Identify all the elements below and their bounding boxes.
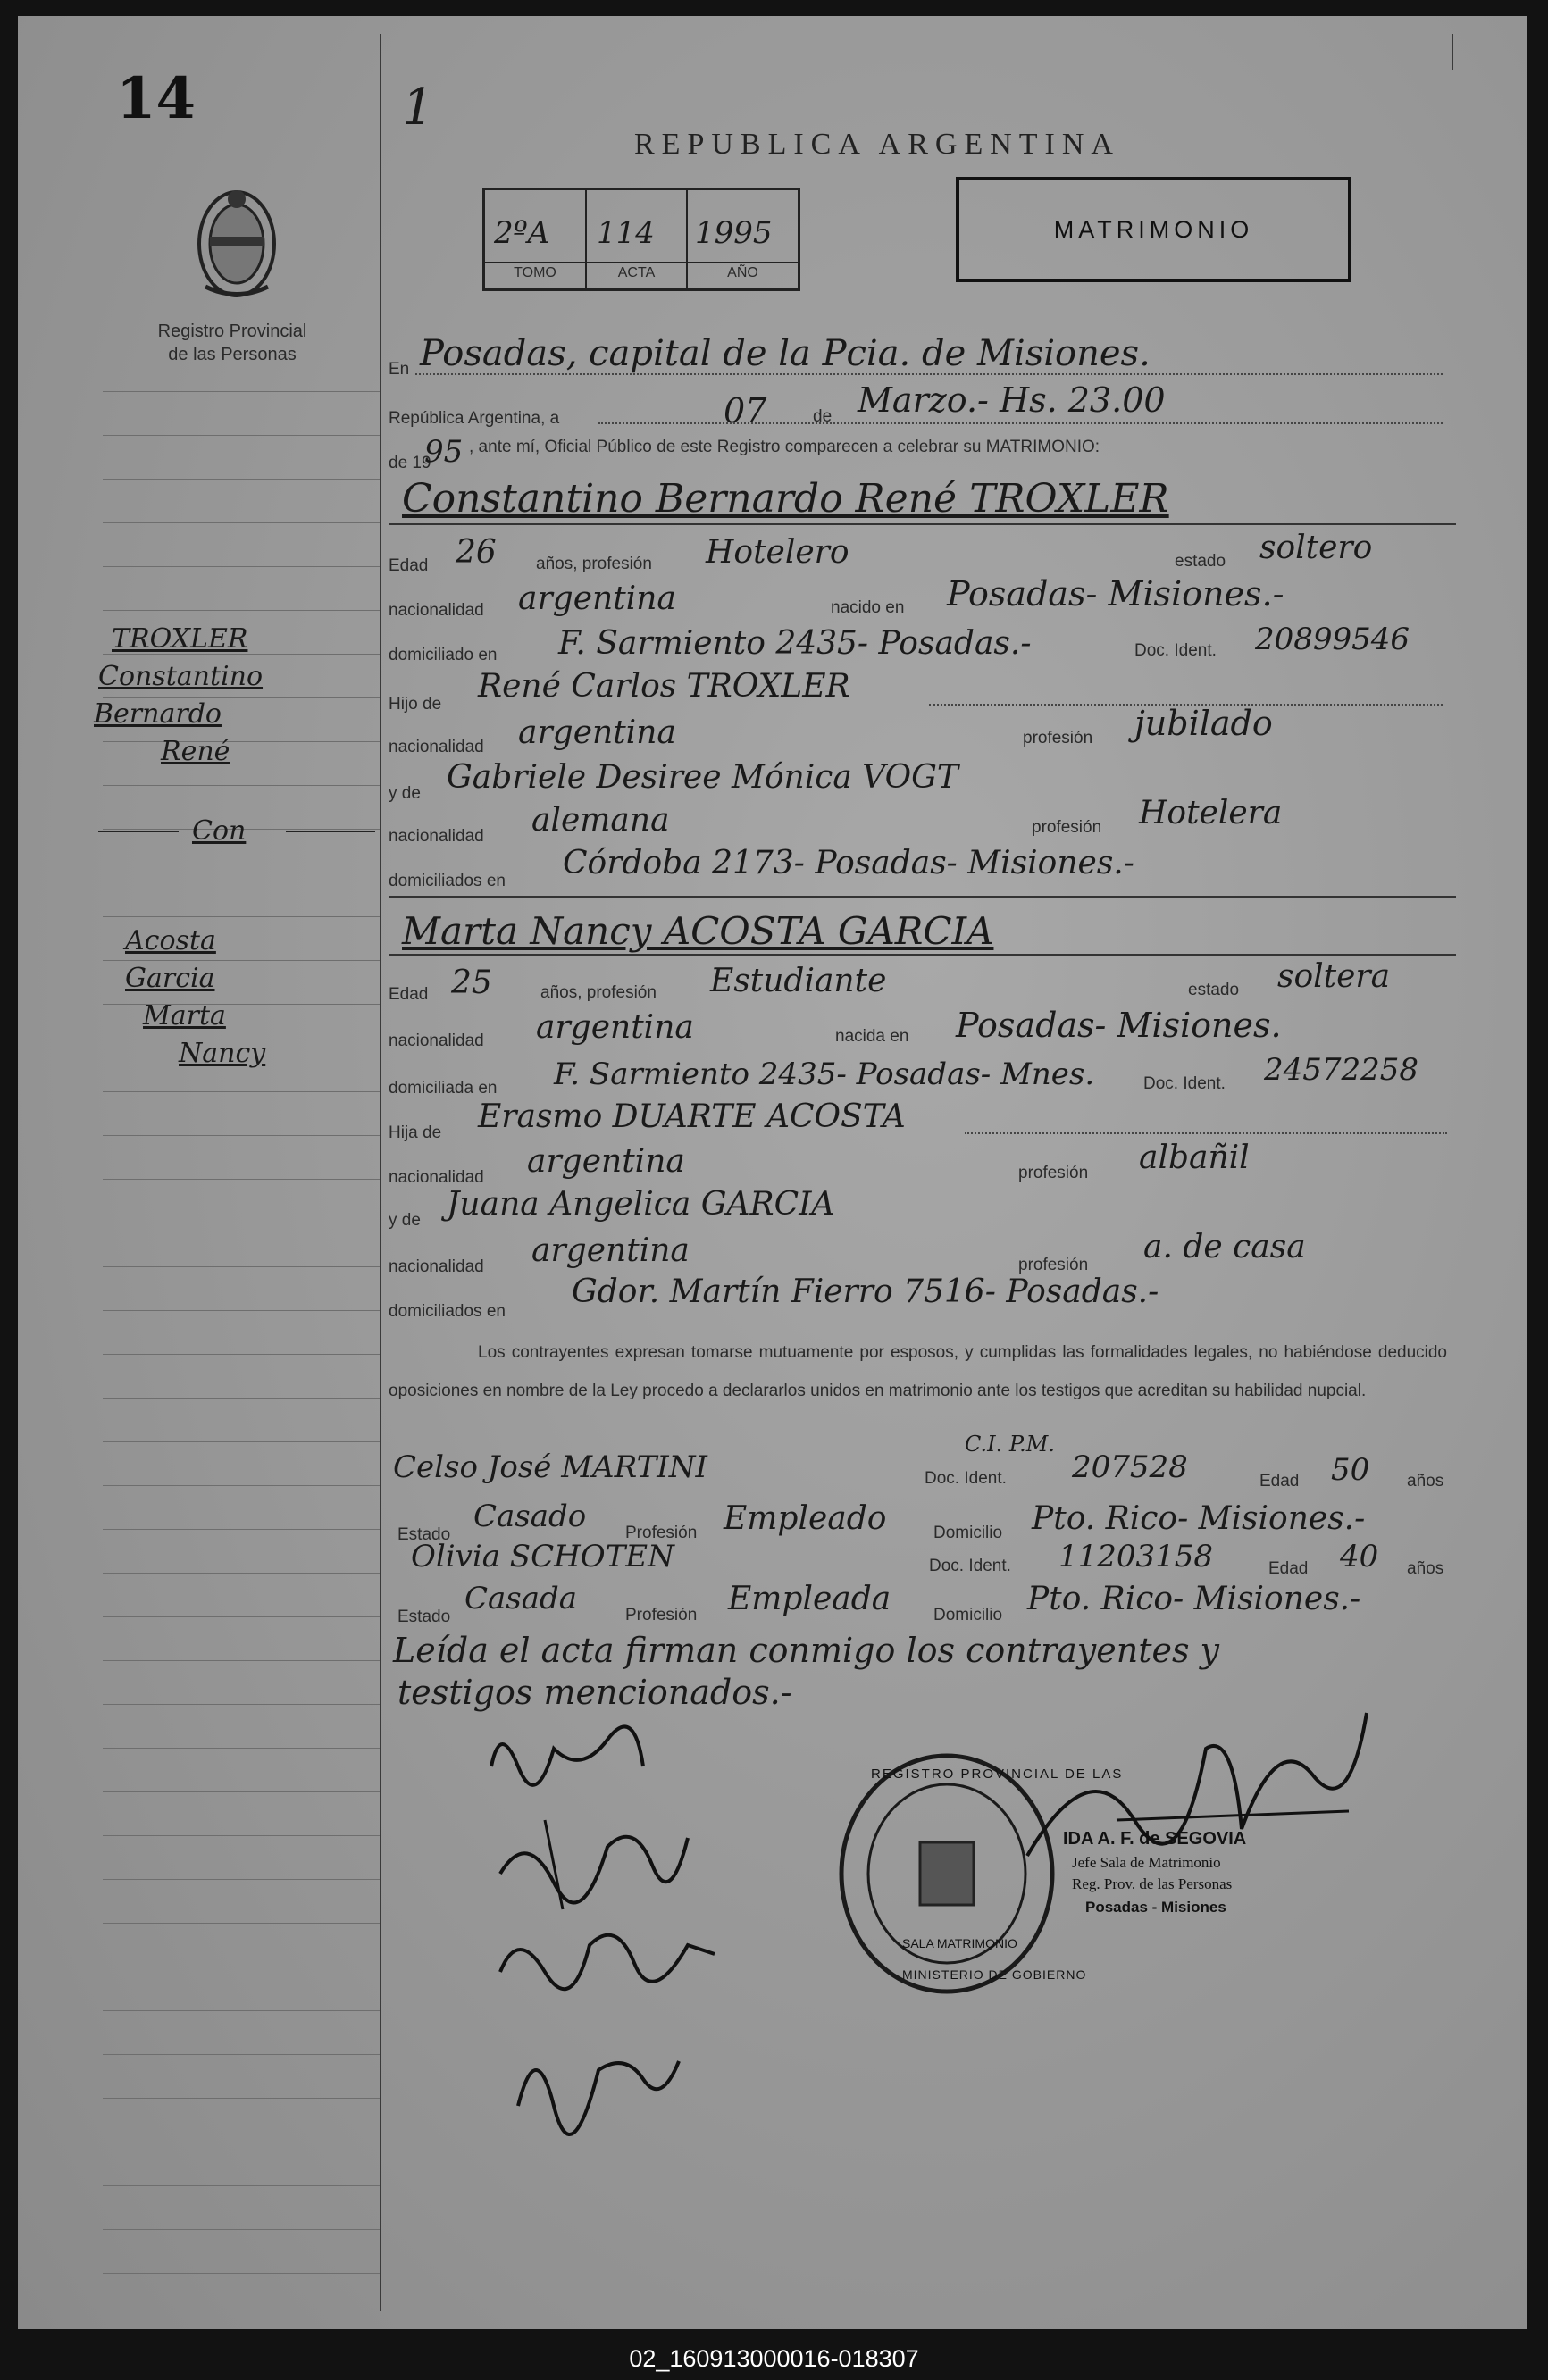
groom-edad-label: Edad: [389, 556, 429, 575]
bride-nacida-label: nacida en: [835, 1027, 909, 1046]
margin-ruled-line: [103, 785, 380, 786]
en-label: En: [389, 360, 410, 379]
corner-tick: [1452, 34, 1453, 70]
margin-ruled-line: [103, 1704, 380, 1705]
margin-ruled-line: [103, 1310, 380, 1311]
witness2-estado: Casada: [464, 1581, 578, 1616]
margin-ruled-line: [103, 435, 380, 436]
bride-mother-nac: argentina: [531, 1232, 690, 1269]
stamp-line3: Reg. Prov. de las Personas: [1072, 1875, 1233, 1892]
margin-ruled-line: [103, 2185, 380, 2186]
bride-nacionalidad: argentina: [536, 1009, 694, 1046]
groom-doc: 20899546: [1255, 622, 1410, 657]
closing-line1: Leída el acta firman conmigo los contrayentes y: [393, 1631, 1220, 1670]
witness1-edad: 50: [1331, 1452, 1370, 1488]
witness2-doc-label: Doc. Ident.: [929, 1557, 1011, 1575]
groom-anos-prof-label: años, profesión: [536, 555, 652, 573]
witness1-anos-label: años: [1407, 1472, 1444, 1491]
act-type-box: [956, 177, 1351, 282]
republica-label: República Argentina, a: [389, 409, 560, 428]
margin-dash: [286, 831, 375, 832]
margin-bride-name1: Marta: [143, 1000, 226, 1031]
witness1-edad-label: Edad: [1259, 1472, 1300, 1491]
registry-line2: de las Personas: [168, 345, 297, 364]
groom-parents-dom: Córdoba 2173- Posadas- Misiones.-: [563, 845, 1134, 881]
groom-mother: Gabriele Desiree Mónica VOGT: [447, 759, 958, 796]
margin-line: [380, 34, 381, 2311]
bride-estado-label: estado: [1188, 981, 1240, 999]
margin-ruled-line: [103, 1748, 380, 1749]
groom-hijo-label: Hijo de: [389, 695, 442, 714]
groom-father-prof: jubilado: [1134, 704, 1273, 743]
witness1-doc: 207528: [1072, 1449, 1188, 1485]
margin-ruled-line: [103, 1660, 380, 1661]
margin-groom-name3: René: [161, 736, 230, 767]
stamp-line4: Posadas - Misiones: [1085, 1899, 1226, 1916]
stamp-line1: IDA A. F. de SEGOVIA: [1063, 1829, 1247, 1849]
registry-label: [125, 320, 339, 366]
witness2-anos-label: años: [1407, 1559, 1444, 1578]
year-prefix: de 19: [389, 454, 431, 472]
bride-yde-label: y de: [389, 1211, 421, 1230]
margin-ruled-line: [103, 1616, 380, 1617]
bride-nacida: Posadas- Misiones.: [956, 1006, 1282, 1045]
witness2-name: Olivia SCHOTEN: [411, 1539, 674, 1574]
bride-father-nac: argentina: [527, 1143, 685, 1180]
bride-edad-label: Edad: [389, 985, 429, 1004]
acta-value: 114: [597, 215, 655, 251]
witness2-domicilio: Pto. Rico- Misiones.-: [1027, 1581, 1361, 1617]
groom-nacido-label: nacido en: [831, 598, 905, 617]
registry-box: [482, 188, 800, 291]
groom-estado: soltero: [1259, 530, 1373, 566]
witness2-estado-label: Estado: [397, 1608, 451, 1626]
seal-text-center: SALA MATRIMONIO: [902, 1936, 1017, 1950]
groom-mother-nac: alemana: [531, 802, 670, 839]
margin-dash: [98, 831, 179, 832]
groom-name: Constantino Bernardo René TROXLER: [402, 476, 1169, 522]
signatures-graphic: [464, 1713, 786, 2177]
margin-ruled-line: [103, 1485, 380, 1486]
witness2-prof-label: Profesión: [625, 1606, 698, 1624]
margin-ruled-line: [103, 2054, 380, 2055]
groom-edad: 26: [456, 534, 497, 571]
margin-ruled-line: [103, 1441, 380, 1442]
bride-father-line: [965, 1132, 1447, 1134]
margin-ruled-line: [103, 2273, 380, 2274]
margin-ruled-line: [103, 1266, 380, 1267]
margin-ruled-line: [103, 610, 380, 611]
date-line: [598, 422, 1443, 424]
acta-label: ACTA: [617, 265, 656, 280]
witness2-dom-label: Domicilio: [933, 1606, 1003, 1624]
margin-ruled-line: [103, 566, 380, 567]
margin-ruled-line: [103, 916, 380, 917]
groom-mother-prof-label: profesión: [1032, 818, 1102, 837]
margin-ruled-line: [103, 1835, 380, 1836]
bride-anos-prof-label: años, profesión: [540, 983, 657, 1002]
margin-bride-name2: Nancy: [179, 1038, 266, 1069]
bride-father: Erasmo DUARTE ACOSTA: [478, 1098, 906, 1135]
groom-domicilio: F. Sarmiento 2435- Posadas.-: [558, 625, 1032, 662]
margin-ruled-line: [103, 1091, 380, 1092]
margin-ruled-line: [103, 960, 380, 961]
corner-mark: 1: [402, 79, 434, 137]
declaration-text: Los contrayentes expresan tomarse mutuamente por esposos, y cumplidas las formalidades legales, no habiéndose deducido oposiciones en nombre de la Ley procedo a declararlos unidos en matrimonio ante los testigos que acreditan su habilidad nupcial.: [389, 1343, 1447, 1400]
tomo-label: TOMO: [514, 265, 556, 280]
margin-ruled-line: [103, 741, 380, 742]
witness1-profesion: Empleado: [724, 1500, 887, 1537]
groom-estado-label: estado: [1175, 552, 1226, 571]
day-value: 07: [724, 391, 767, 430]
registry-line1: Registro Provincial: [157, 322, 307, 341]
seal-text-bottom: MINISTERIO DE GOBIERNO: [902, 1967, 1087, 1982]
margin-con: Con: [192, 815, 247, 847]
bride-parents-dom: Gdor. Martín Fierro 7516- Posadas.-: [572, 1274, 1159, 1310]
bride-hija-label: Hija de: [389, 1123, 442, 1142]
document-page: [18, 16, 1527, 2329]
margin-ruled-line: [103, 1573, 380, 1574]
groom-nacido: Posadas- Misiones.-: [947, 574, 1284, 614]
groom-mother-prof: Hotelera: [1139, 795, 1283, 831]
country-heading: REPUBLICA ARGENTINA: [634, 128, 1120, 161]
witness1-name: Celso José MARTINI: [393, 1449, 707, 1485]
image-id-caption: 02_160913000016-018307: [629, 2345, 919, 2372]
bride-dom-label: domiciliada en: [389, 1079, 498, 1098]
act-type-label: MATRIMONIO: [1053, 215, 1254, 243]
bride-doms-label: domiciliados en: [389, 1302, 506, 1321]
groom-father: René Carlos TROXLER: [478, 668, 850, 705]
ano-label: AÑO: [727, 265, 758, 280]
groom-father-nac: argentina: [518, 714, 676, 751]
witness1-doc-label: Doc. Ident.: [925, 1469, 1007, 1488]
bride-father-prof-label: profesión: [1018, 1164, 1089, 1182]
groom-nacionalidad: argentina: [518, 580, 676, 617]
margin-ruled-line: [103, 1529, 380, 1530]
witness1-estado: Casado: [473, 1499, 587, 1534]
groom-profesion: Hotelero: [706, 534, 849, 571]
groom-doms-label: domiciliados en: [389, 872, 506, 890]
margin-ruled-line: [103, 391, 380, 392]
margin-ruled-line: [103, 1879, 380, 1880]
groom-father-prof-label: profesión: [1023, 729, 1093, 747]
stamp-line2: Jefe Sala de Matrimonio: [1072, 1854, 1221, 1871]
bride-doc: 24572258: [1264, 1052, 1419, 1088]
bride-mother-prof: a. de casa: [1143, 1229, 1306, 1265]
margin-groom-name1: Constantino: [98, 661, 264, 692]
witness1-estado-label: Estado: [397, 1525, 451, 1544]
bride-edad: 25: [451, 965, 492, 1001]
groom-end-line: [389, 896, 1456, 898]
bride-doc-label: Doc. Ident.: [1143, 1074, 1226, 1093]
margin-ruled-line: [103, 1135, 380, 1136]
year-suffix: 95: [424, 434, 464, 470]
tomo-value: 2ºA: [494, 215, 550, 251]
groom-yde-label: y de: [389, 784, 421, 803]
margin-ruled-line: [103, 1791, 380, 1792]
margin-ruled-line: [103, 2229, 380, 2230]
bride-name: Marta Nancy ACOSTA GARCIA: [402, 909, 994, 953]
bride-mother-nac-label: nacionalidad: [389, 1257, 484, 1276]
witness1-domicilio: Pto. Rico- Misiones.-: [1032, 1500, 1366, 1537]
margin-ruled-line: [103, 1923, 380, 1924]
bride-nac-label: nacionalidad: [389, 1031, 484, 1050]
witness1-dom-label: Domicilio: [933, 1524, 1003, 1542]
margin-bride-surname1: Acosta: [125, 925, 216, 956]
bride-father-nac-label: nacionalidad: [389, 1168, 484, 1187]
margin-groom-name2: Bernardo: [94, 698, 222, 730]
statement-text: , ante mí, Oficial Público de este Registro comparecen a celebrar su MATRIMONIO:: [469, 438, 1100, 456]
bride-mother-prof-label: profesión: [1018, 1256, 1089, 1274]
seal-text-top: REGISTRO PROVINCIAL DE LAS: [871, 1766, 1124, 1782]
witness2-profesion: Empleada: [728, 1581, 891, 1617]
bride-profesion: Estudiante: [710, 963, 887, 999]
margin-ruled-line: [103, 1179, 380, 1180]
place-value: Posadas, capital de la Pcia. de Misiones.: [420, 333, 1151, 374]
groom-name-line: [389, 523, 1456, 525]
de-label: de: [813, 407, 833, 426]
bride-name-line: [389, 954, 1456, 956]
ano-value: 1995: [695, 215, 773, 251]
groom-mother-nac-label: nacionalidad: [389, 827, 484, 846]
margin-ruled-line: [103, 1354, 380, 1355]
coat-of-arms-emblem: [188, 181, 286, 306]
margin-ruled-line: [103, 522, 380, 523]
groom-dom-label: domiciliado en: [389, 646, 498, 664]
witness1-prof-label: Profesión: [625, 1524, 698, 1542]
margin-ruled-line: [103, 479, 380, 480]
witness2-doc: 11203158: [1058, 1539, 1214, 1574]
bride-estado: soltera: [1277, 958, 1391, 995]
bride-domicilio: F. Sarmiento 2435- Posadas- Mnes.: [554, 1056, 1095, 1092]
groom-doc-label: Doc. Ident.: [1134, 641, 1217, 660]
witness2-edad: 40: [1340, 1539, 1379, 1574]
groom-father-nac-label: nacionalidad: [389, 738, 484, 756]
margin-ruled-line: [103, 1398, 380, 1399]
place-line: [415, 373, 1443, 375]
page-number: 14: [116, 65, 197, 132]
witness1-doc-prefix: C.I. P.M.: [965, 1432, 1055, 1457]
margin-groom-surname: TROXLER: [112, 623, 248, 655]
bride-mother: Juana Angelica GARCIA: [447, 1186, 835, 1223]
margin-ruled-line: [103, 2010, 380, 2011]
groom-nac-label: nacionalidad: [389, 601, 484, 620]
closing-line2: testigos mencionados.-: [397, 1673, 792, 1712]
month-time-value: Marzo.- Hs. 23.00: [858, 380, 1166, 420]
margin-ruled-line: [103, 2098, 380, 2099]
witness2-edad-label: Edad: [1268, 1559, 1309, 1578]
margin-bride-surname2: Garcia: [125, 963, 215, 994]
bride-father-prof: albañil: [1139, 1140, 1250, 1176]
